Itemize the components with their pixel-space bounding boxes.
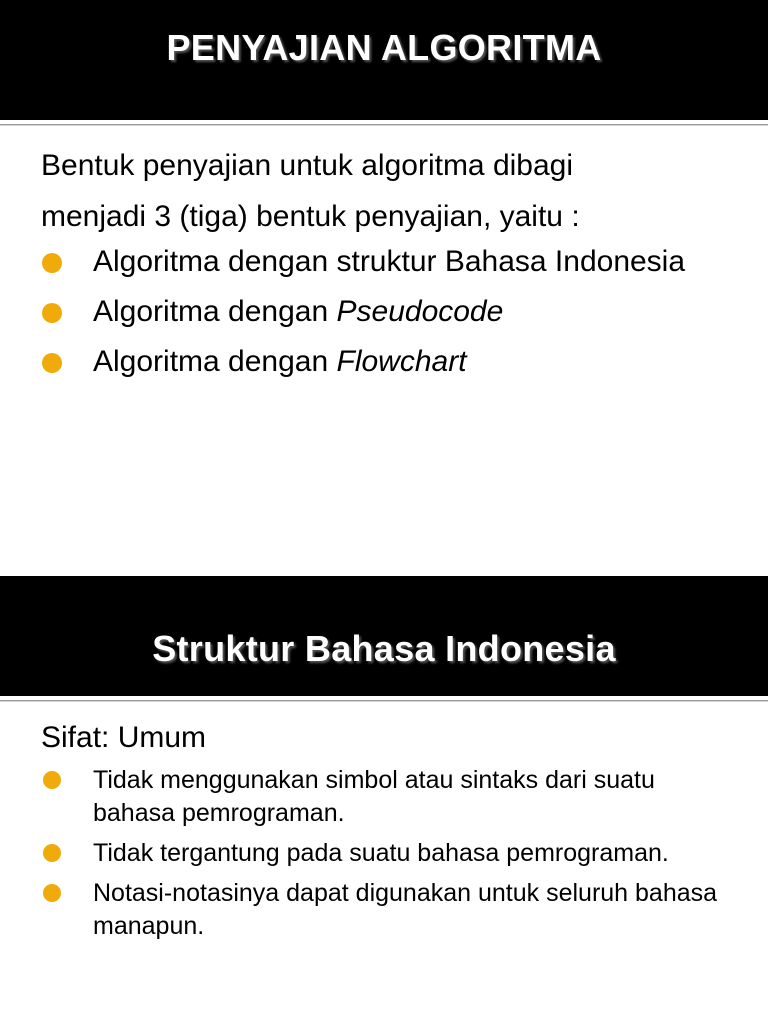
intro-line-2: menjadi 3 (tiga) bentuk penyajian, yaitu :	[41, 200, 580, 233]
bullet-text: Tidak menggunakan simbol atau sintaks dari suatu bahasa pemrograman.	[93, 766, 655, 827]
bullet-list	[41, 242, 741, 382]
intro-line-1: Bentuk penyajian untuk algoritma dibagi	[41, 149, 574, 182]
bullet-text-emphasis: Flowchart	[336, 345, 467, 378]
bullet-text: Tidak tergantung pada suatu bahasa pemrograman.	[93, 839, 669, 867]
bullet-text-prefix: Algoritma dengan	[93, 295, 337, 328]
intro-paragraph	[41, 140, 741, 242]
slide-title: PENYAJIAN ALGORITMA	[166, 27, 602, 68]
bullet-list	[41, 764, 741, 943]
title-bar	[0, 576, 768, 696]
list-item	[41, 292, 741, 332]
sifat-label: Sifat: Umum	[41, 721, 207, 754]
list-item	[41, 764, 741, 830]
list-item	[41, 242, 741, 282]
bullet-dot-icon	[43, 844, 61, 862]
title-divider	[0, 700, 768, 702]
list-item	[41, 837, 741, 870]
bullet-text: Notasi-notasinya dapat digunakan untuk seluruh bahasa manapun.	[93, 879, 718, 940]
bullet-text-emphasis: Pseudocode	[336, 295, 504, 328]
slide-body	[41, 716, 741, 950]
bullet-text-prefix: Algoritma dengan	[93, 345, 337, 378]
bullet-dot-icon	[43, 884, 61, 902]
slide-body	[41, 140, 741, 392]
slide-struktur-bahasa-indonesia	[0, 576, 768, 1024]
bullet-dot-icon	[42, 353, 62, 373]
list-item	[41, 342, 741, 382]
title-bar	[0, 0, 768, 120]
bullet-dot-icon	[42, 303, 62, 323]
bullet-text: Algoritma dengan struktur Bahasa Indonesia	[93, 245, 686, 278]
bullet-dot-icon	[42, 253, 62, 273]
slide-title: Struktur Bahasa Indonesia	[152, 628, 616, 669]
list-item	[41, 877, 741, 943]
title-divider	[0, 124, 768, 126]
bullet-dot-icon	[43, 771, 61, 789]
